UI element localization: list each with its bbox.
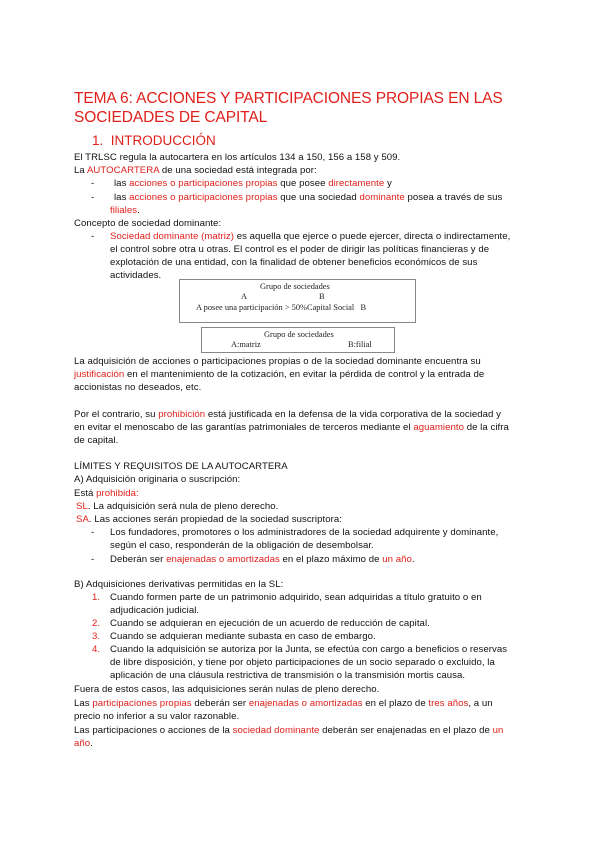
text: B [360,303,367,312]
paragraph-prohibida [74,487,139,500]
highlight: participaciones propias [92,698,192,709]
paragraph-line: precio no inferior a su valor razonable. [74,711,240,722]
text: posea a través de sus [404,192,503,203]
paragraph-trlsc: El TRLSC regula la autocartera en los artículos 134 a 150, 156 a 158 y 509. [74,152,401,163]
paragraph-line: de capital. [74,435,119,446]
text: , a un [468,698,493,709]
diagram-node-a: A [241,292,248,301]
bullet-dash: - [91,554,95,565]
paragraph-concepto: Concepto de sociedad dominante: [74,218,222,229]
highlight: un [492,725,504,736]
bullet-dash: - [91,527,95,538]
page-title: TEMA 6: ACCIONES Y PARTICIPACIONES PROPIAS EN LAS SOCIEDADES DE CAPITAL [74,90,503,126]
diagram-title: Grupo de sociedades [264,330,334,339]
highlight: acciones o participaciones propias [129,178,278,189]
text: en evitar el menoscabo de las garantías patrimoniales de terceros mediante el [74,422,414,433]
text: en el plazo máximo de [279,554,383,565]
paragraph-line: accionistas no deseados, etc. [74,382,202,393]
ordered-item: Cuando se adquieran mediante subasta en caso de embargo. [110,631,376,642]
ordered-item-line: aplicación de una cláusula restrictiva de transmisión o la transmisión mortis causa. [110,670,466,681]
section-number: 1. [92,133,104,148]
highlight: enajenadas o amortizadas [166,554,280,565]
highlight: AUTOCARTERA [86,165,160,176]
text: deberán ser [191,698,249,709]
text: . [90,738,93,749]
text: . La adquisición será nula de pleno derecho. [87,501,279,512]
diagram-relation [196,303,366,312]
text: Deberán ser [110,554,167,565]
ordered-number: 1. [92,592,101,603]
ordered-item-line: adjudicación judicial. [110,605,200,616]
text: que posee [277,178,329,189]
text: en el plazo de [362,698,429,709]
section-subtitle: LÍMITES Y REQUISITOS DE LA AUTOCARTERA [74,461,288,472]
text: que una sociedad [277,192,360,203]
text: es aquella que ejerce o puede ejercer, directa o indirectamente, [234,231,511,242]
list-item [110,553,415,566]
text: deberán ser enajenadas en el plazo de [319,725,493,736]
text: Las participaciones o acciones de la [74,725,233,736]
highlight: filiales [110,205,138,216]
text: A posee una participación > 50%Capital Social [196,303,355,312]
text: . Las acciones serán propiedad de la sociedad suscriptora: [88,514,342,525]
highlight: enajenadas o amortizadas [248,698,363,709]
bullet-dash: - [91,231,95,242]
text: La [74,165,87,176]
ordered-item: Cuando la adquisición se autoriza por la Junta, se efectúa con cargo a beneficios o reservas [110,644,508,655]
diagram-title: Grupo de sociedades [260,282,330,291]
highlight: directamente [328,178,385,189]
bullet-dash: - [91,192,95,203]
section-title: INTRODUCCIÓN [110,133,216,148]
text: y [384,178,392,189]
highlight: tres años [428,698,469,709]
paragraph-fuera: Fuera de estos casos, las adquisiciones serán nulas de pleno derecho. [74,684,380,695]
text: está justificada en la defensa de la vida corporativa de la sociedad y [205,409,501,420]
text: las [114,178,130,189]
paragraph-line [74,421,509,434]
text: Por el contrario, su [74,409,159,420]
text: Está [74,488,97,499]
paragraph-line [74,368,484,381]
ordered-item-line: de libre disposición, y tiene por objeto participaciones de un socio separado o excluido, la [110,657,495,668]
group-diagram-2 [201,327,395,353]
highlight: prohibida: [96,488,139,499]
highlight: sociedad dominante [232,725,320,736]
highlight: dominante [359,192,405,203]
ordered-item: Cuando formen parte de un patrimonio adquirido, sean adquiridas a título gratuito o en [110,592,482,603]
text: las [114,192,130,203]
text: . [137,205,140,216]
group-diagram-1 [179,279,416,323]
list-item-line: según el caso, responderán de la obligación de desembolsar. [110,540,374,551]
highlight: justificación [74,369,125,380]
section-heading [92,133,216,148]
highlight: SL [76,501,88,512]
list-item-continuation [110,204,140,217]
paragraph-autocartera [74,164,317,177]
paragraph-sl [76,500,278,513]
ordered-number: 2. [92,618,101,629]
highlight: Sociedad dominante (matriz) [110,231,234,242]
list-item [110,230,510,243]
diagram-node-b: B:filial [348,340,372,349]
highlight: un año [382,554,412,565]
paragraph-participaciones [74,697,493,710]
text: Las [74,698,93,709]
subsection-b-title: B) Adquisiciones derivativas permitidas en la SL: [74,579,284,590]
paragraph-sa [76,513,342,526]
list-item-line: el control sobre otra u otras. El control es el poder de dirigir las políticas financieras y de [110,244,490,255]
highlight: prohibición [158,409,206,420]
ordered-item: Cuando se adquieran en ejecución de un acuerdo de reducción de capital. [110,618,430,629]
highlight: SA [76,514,89,525]
list-item-line: explotación de una entidad, con la finalidad de obtener beneficios económicos de sus [110,257,478,268]
text: . [411,554,415,565]
list-item [114,177,392,190]
paragraph-line [74,737,93,750]
paragraph-justificacion: La adquisición de acciones o participaciones propias o de la sociedad dominante encuentra su [74,356,481,367]
text: de la cifra [463,422,509,433]
ordered-number: 4. [92,644,101,655]
highlight: acciones o participaciones propias [129,192,278,203]
text: de una sociedad está integrada por: [159,165,317,176]
subsection-a-title: A) Adquisición originaria o suscripción: [74,474,241,485]
bullet-dash: - [91,178,95,189]
diagram-node-b: B [319,292,325,301]
list-item [114,191,502,204]
text: en el mantenimiento de la cotización, en evitar la pérdida de control y la entrada de [124,369,485,380]
list-item-line: actividades. [110,270,162,281]
diagram-node-a: A:matriz [231,340,261,349]
ordered-number: 3. [92,631,101,642]
paragraph-prohibicion [74,408,501,421]
list-item: Los fundadores, promotores o los administradores de la sociedad adquirente y dominante, [110,527,499,538]
paragraph-dominante [74,724,503,737]
highlight: año [74,738,91,749]
highlight: aguamiento [413,422,464,433]
